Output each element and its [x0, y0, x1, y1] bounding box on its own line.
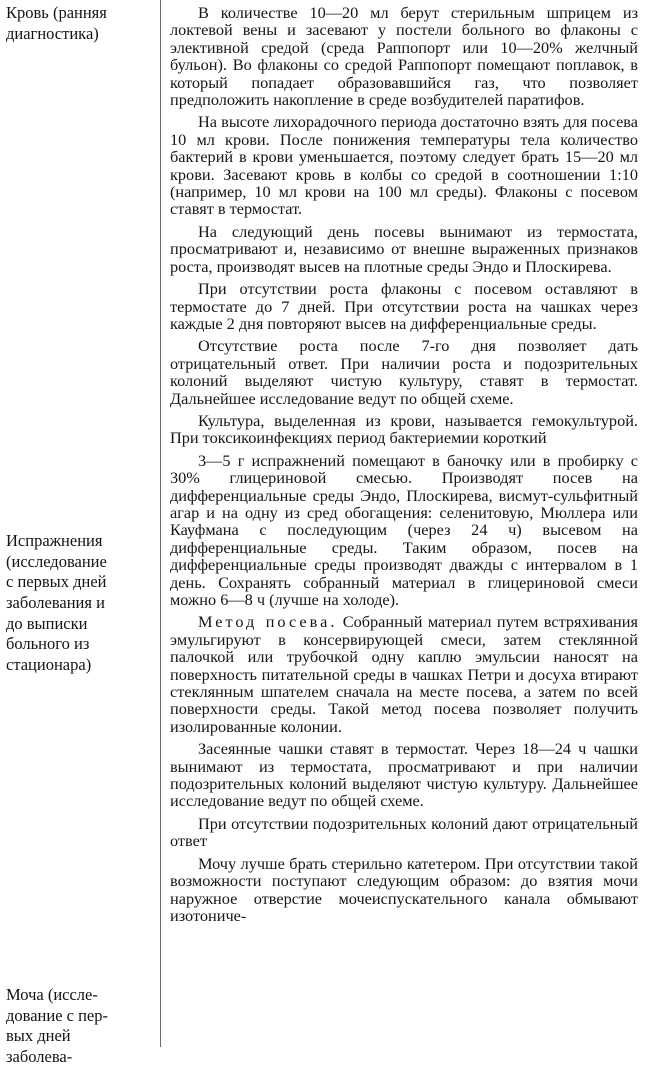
blood-paragraph: Культура, выделенная из крови, называется гемокультурой. При токсикоинфекциях период бактериемии короткий — [170, 410, 638, 448]
method-heading: Метод посева. — [198, 612, 338, 632]
blood-paragraph: Отсутствие роста после 7-го дня позволяет дать отрицательный ответ. При наличии роста и подозрительных колоний выделяют чистую культуру, ставят в термостат. Дальнейшее исследование ведут по общей схеме. — [170, 336, 638, 408]
stool-paragraph: При отсутствии подозрительных колоний дают отрицательный ответ — [170, 813, 638, 851]
blood-paragraph: На высоте лихорадочного периода достаточно взять для посева 10 мл крови. После понижения температуры тела количество бактерий в крови уменьшается, поэтому следует брать 15—20 мл крови. Засевают кровь в колбы со средой в соотношении 1:10 (например, 10 мл крови на 100 мл среды). Флаконы с посевом ставят в термостат. — [170, 112, 638, 219]
stool-paragraph-method — [170, 613, 638, 735]
method-text: Собранный материал путем встряхивания эмульгируют в консервирующей смеси, затем стеклянной палочкой или трубочкой одну каплю эмульсии наносят на поверхность питательной среды в чашках Петри и досуха втирают стеклянным шпателем сначала на месте посева, а затем по всей поверхности среды. Такой метод посева позволяет получить изолированные колонии. — [170, 612, 638, 736]
specimen-label-stool-part1: Испражнения (исследование с первых дней — [6, 531, 107, 591]
blood-paragraph: На следующий день посевы вынимают из термостата, просматривают и, независимо от внешне выраженных признаков роста, производят высев на плотные среды Эндо и Плоскирева. — [170, 221, 638, 276]
stool-paragraph: 3—5 г испражнений помещают в баночку или в пробирку с 30% глицериновой смесью. Производят посев на дифференциальные среды Эндо, Плоскирева, висмут-сульфитный агар и на одну из сред обогащения: селенитовую, Мюллера или Кауфмана с последующим (через 24 ч) высевом на дифференциальные среды. Таким образом, посев на дифференциальные среды производят дважды с интервалом в 1 день. Сохранять собранный материал в глицериновой смеси можно 6—8 ч (лучше на холоде). — [170, 450, 638, 609]
stool-paragraph: Засеянные чашки ставят в термостат. Через 18—24 ч чашки вынимают из термостата, просматривают и при наличии подозрительных колоний выделяют чистую культуру. Дальнейшее исследование ведут по общей схеме. — [170, 739, 638, 811]
specimen-label-stool-part2: заболевания и до выписки больного из стационара) — [6, 593, 105, 674]
method-text-column — [170, 4, 638, 929]
blood-paragraph: В количестве 10—20 мл берут стерильным шприцем из локтевой вены и засевают у постели больного во флаконы с элективной средой (среда Раппопорт или 10—20% желчный бульон). Во флаконы со средой Раппопорт помещают поплавок, в который попадает образовавшийся газ, что позволяет предположить накопление в среде возбудителей паратифов. — [170, 3, 638, 110]
blood-paragraph: При отсутствии роста флаконы с посевом оставляют в термостате до 7 дней. При отсутствии роста на чашках через каждые 2 дня повторяют высев на дифференциальные среды. — [170, 279, 638, 333]
specimen-label-blood: Кровь (ранняя диагностика) — [6, 3, 107, 43]
column-divider — [160, 0, 161, 1047]
specimen-label-urine: Моча (иссле- дование с пер- вых дней заболева- — [6, 985, 108, 1066]
urine-paragraph: Мочу лучше брать стерильно катетером. При отсутствии такой возможности поступают следующим образом: до взятия мочи наружное отверстие мочеиспускательного канала обмывают изотониче- — [170, 853, 638, 925]
